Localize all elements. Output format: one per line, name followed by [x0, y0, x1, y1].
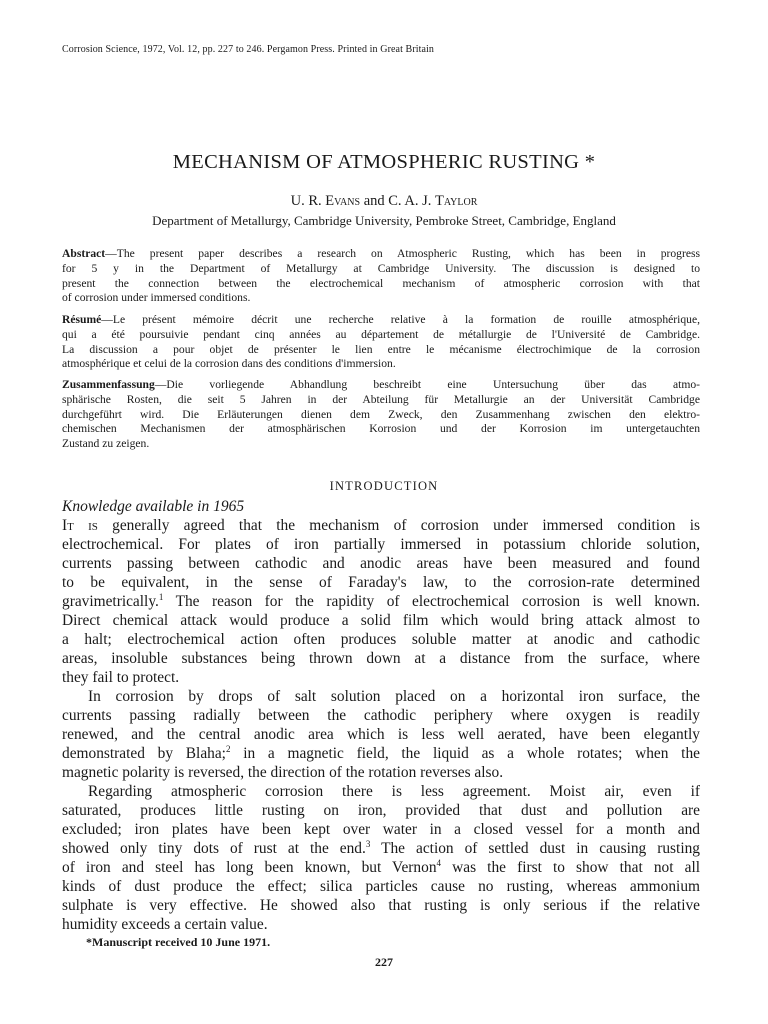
body-line: sulphate is very effective. He showed also that rusting is only serious if the relative: [62, 897, 700, 914]
author-conjunction: and: [360, 193, 389, 209]
body-line: they fail to protect.: [62, 669, 180, 686]
body-line: showed only tiny dots of rust at the end.$^3$ The action of settled dust in causing rusting: [62, 839, 700, 857]
abstract-line: of corrosion under immersed conditions.: [62, 291, 251, 305]
zusammenfassung-label: Zusammenfassung: [62, 378, 155, 391]
body-line: kinds of dust produce the effect; silica particles cause no rusting, whereas ammonium: [62, 878, 700, 895]
page-number: 227: [375, 955, 393, 969]
author-1-surname: Evans: [325, 193, 361, 209]
abstract-french: [62, 313, 700, 372]
author-line: [0, 192, 768, 210]
resume-line: Résumé—Le présent mémoire décrit une recherche relative à la formation de rouille atmosphérique,: [62, 313, 700, 326]
zusammenfassung-line: durchgeführt wird. Die Erläuterungen dienen dem Zweck, den Zusammenhang zwischen den elektro-: [62, 407, 700, 421]
reference-mark: 3: [365, 839, 371, 849]
body-line: currents passing between cathodic and anodic areas have been measured and found: [62, 555, 700, 572]
paper-title: MECHANISM OF ATMOSPHERIC RUSTING *: [172, 151, 596, 173]
body-line: currents passing radially between the cathodic periphery where oxygen is readily: [62, 707, 700, 724]
affiliation: Department of Metallurgy, Cambridge University, Pembroke Street, Cambridge, England: [152, 213, 616, 228]
body-line: In corrosion by drops of salt solution placed on a horizontal iron surface, the: [88, 688, 700, 705]
author-1-initials: U. R.: [290, 193, 326, 209]
body-line: magnetic polarity is reversed, the direction of the rotation reverses also.: [62, 764, 504, 781]
author-2-initials: C. A. J.: [388, 193, 435, 209]
resume-line: atmosphérique et celui de la corrosion dans des conditions d'immersion.: [62, 357, 396, 371]
resume-label: Résumé: [62, 313, 102, 326]
section-heading: INTRODUCTION: [329, 479, 439, 493]
abstract-german: [62, 378, 700, 452]
resume-line: La discussion a pour objet de présenter le lien entre le mécanisme électrochimique de la corrosion: [62, 342, 700, 356]
small-caps-lead: It is: [62, 517, 98, 534]
body-line: a halt; electrochemical action often produces soluble matter at anodic and cathodic: [62, 631, 700, 648]
subsection-heading: Knowledge available in 1965: [62, 498, 245, 515]
zusammenfassung-line: chemischen Mechanismen der atmosphärischen Korrosion und der Korrosion im untergetauchten: [62, 422, 700, 436]
body-line: areas, insoluble substances being thrown down at a distance from the surface, where: [62, 650, 700, 667]
body-line: Direct chemical attack would produce a solid film which would bring attack almost to: [62, 612, 700, 629]
footnote: *Manuscript received 10 June 1971.: [86, 935, 271, 949]
body-line: of iron and steel has long been known, but Vernon$^4$ was the first to show that not all: [62, 858, 700, 876]
resume-line: qui a été poursuivie pendant cinq années au département de métallurgie de l'Université de Cambridge.: [62, 327, 700, 341]
body-line: gravimetrically.$^1$ The reason for the rapidity of electrochemical corrosion is well known.: [62, 592, 700, 610]
abstract-line: Abstract—The present paper describes a research on Atmospheric Rusting, which has been in progress: [62, 247, 700, 260]
running-head: Corrosion Science, 1972, Vol. 12, pp. 227 to 246. Pergamon Press. Printed in Great Britain: [62, 44, 435, 55]
body-line: to be equivalent, in the sense of Faraday's law, to the corrosion-rate determined: [62, 574, 700, 591]
body-line: excluded; iron plates have been kept over water in a closed vessel for a month and: [62, 821, 700, 838]
body-line: humidity exceeds a certain value.: [62, 916, 268, 933]
body-line: saturated, produces little rusting on iron, provided that dust and pollution are: [62, 802, 700, 819]
paragraph-1: [62, 516, 700, 687]
paragraph-2: [62, 687, 700, 782]
abstract-line: present the connection between the electrochemical mechanism of atmospheric corrosion with that: [62, 276, 700, 290]
abstract-english: [62, 247, 700, 306]
reference-mark: 2: [225, 744, 231, 754]
reference-mark: 1: [158, 592, 164, 602]
body-line: Regarding atmospheric corrosion there is less agreement. Moist air, even if: [88, 783, 700, 800]
zusammenfassung-line: sphärische Rosten, die seit 5 Jahren in der Abteilung für Metallurgie an der Universität Cambridge: [62, 392, 700, 406]
body-line: demonstrated by Blaha;$^2$ in a magnetic field, the liquid as a whole rotates; when the: [62, 744, 700, 762]
abstract-label: Abstract: [62, 247, 106, 260]
zusammenfassung-line: Zustand zu zeigen.: [62, 437, 150, 451]
body-line: It is generally agreed that the mechanism of corrosion under immersed condition is: [62, 517, 700, 534]
zusammenfassung-line: Zusammenfassung—Die vorliegende Abhandlung beschreibt eine Untersuchung über das atmo-: [62, 378, 700, 391]
reference-mark: 4: [436, 858, 442, 868]
body-line: electrochemical. For plates of iron partially immersed in potassium chloride solution,: [62, 536, 700, 553]
body-line: renewed, and the central anodic area which is less well aerated, have been elegantly: [62, 726, 700, 743]
paragraph-3: [62, 782, 700, 934]
abstract-line: for 5 y in the Department of Metallurgy at Cambridge University. The discussion is designed to: [62, 261, 700, 275]
author-2-surname: Taylor: [435, 193, 478, 209]
